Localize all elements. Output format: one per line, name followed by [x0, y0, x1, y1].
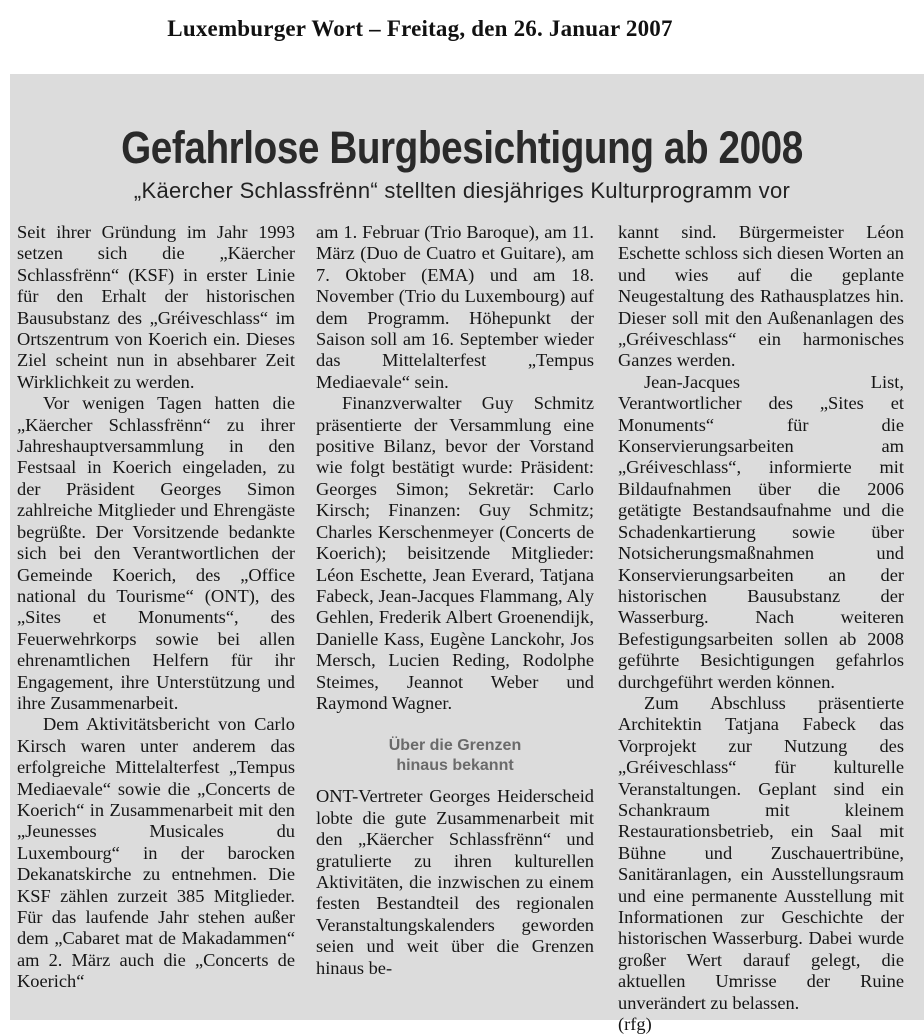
article-column-2 — [316, 222, 594, 979]
paragraph: Vor wenigen Tagen hatten die „Käercher Schlassfrënn“ zu ihrer Jahreshauptversammlung in den Festsaal in Koerich eingeladen, zu der Präsident Georges Simon zahlreiche Mitglieder und Ehrengäste begrüßte. Der Vorsitzende bedankte sich bei den Verantwortlichen der Gemeinde Koerich, des „Office national du Tourisme“ (ONT), des „Sites et Monuments“, des Feuerwehrkorps sowie bei allen ehrenamtlichen Helfern für ihr Engagement, ihre Unterstützung und ihre Zusammenarbeit. — [17, 393, 295, 713]
source-line: Luxemburger Wort – Freitag, den 26. Januar 2007 — [167, 16, 673, 41]
section-subtitle — [316, 736, 594, 776]
paragraph: Zum Abschluss präsentierte Architektin Tatjana Fabeck das Vorprojekt zur Nutzung des „Gréiveschlass“ für kulturelle Veranstaltungen. Geplant sind ein Schankraum mit kleinem Restaurationsbetrieb, ein Saal mit Bühne und Zuschauertribüne, Sanitäranlagen, ein Ausstellungsraum und eine permanente Ausstellung mit Informationen zur Geschichte der historischen Wasserburg. Dabei wurde großer Wert darauf gelegt, die aktuellen Umrisse der Ruine unverändert zu belassen. — [618, 692, 904, 1013]
paragraph: am 1. Februar (Trio Baroque), am 11. März (Duo de Cuatro et Guitare), am 7. Oktober (EMA) und am 18. November (Trio du Luxembourg) auf dem Programm. Höhepunkt der Saison soll am 16. September wieder das Mittelalterfest „Tempus Mediaevale“ sein. — [316, 222, 594, 392]
subheadline: „Käercher Schlassfrënn“ stellten diesjähriges Kulturprogramm vor — [133, 178, 791, 203]
paragraph: Seit ihrer Gründung im Jahr 1993 setzen sich die „Käercher Schlassfrënn“ (KSF) in erster Linie für den Erhalt der historischen Bausubstanz des „Gréiveschlass“ im Ortszentrum von Koerich ein. Dieses Ziel scheint nun in absehbarer Zeit Wirklichkeit zu werden. — [17, 222, 295, 392]
paragraph: ONT-Vertreter Georges Heiderscheid lobte die gute Zusammenarbeit mit den „Käercher Schlassfrënn“ und gratulierte zu ihren kulturellen Aktivitäten, die inzwischen zu einem festen Bestandteil des regionalen Veranstaltungskalenders geworden seien und weit über die Grenzen hinaus be- — [316, 786, 594, 978]
subtitle-line: hinaus bekannt — [396, 757, 514, 775]
newspaper-clipping — [10, 74, 924, 1035]
paragraph: Dem Aktivitätsbericht von Carlo Kirsch waren unter anderem das erfolgreiche Mittelalterfest „Tempus Mediaevale“ sowie die „Concerts de Koerich“ in Zusammenarbeit mit den „Jeunesses Musicales du Luxembourg“ in der barocken Dekanatskirche zu entnehmen. Die KSF zählen zurzeit 385 Mitglieder. Für das laufende Jahr stehen außer dem „Cabaret mat de Makadammen“ am 2. März auch die „Concerts de Koerich“ — [17, 714, 295, 992]
article-column-3 — [618, 222, 904, 1035]
headline: Gefahrlose Burgbesichtigung ab 2008 — [121, 122, 803, 173]
author-signoff: (rfg) — [618, 1014, 652, 1035]
paragraph: kannt sind. Bürgermeister Léon Eschette schloss sich diesen Worten an und wies auf die geplante Neugestaltung des Rathausplatzes hin. Dieser soll mit den Außenanlagen des „Gréiveschlass“ ein harmonisches Ganzes werden. — [618, 222, 904, 371]
paragraph: Jean-Jacques List, Verantwortlicher des „Sites et Monuments“ für die Konservierungsarbeiten am „Gréiveschlass“, informierte mit Bildaufnahmen über die 2006 getätigte Bestandsaufnahme und die Schadenkartierung sowie über Notsicherungsmaßnahmen und Konservierungsarbeiten an der historischen Bausubstanz der Wasserburg. Nach weiteren Befestigungsarbeiten sollen ab 2008 geführte Besichtigungen gefahrlos durchgeführt werden können. — [618, 371, 904, 692]
subtitle-line: Über die Grenzen — [388, 737, 522, 755]
paragraph: Finanzverwalter Guy Schmitz präsentierte der Versammlung eine positive Bilanz, bevor der Vorstand wie folgt bestätigt wurde: Präsident: Georges Simon; Sekretär: Carlo Kirsch; Finanzen: Guy Schmitz; Charles Kerschenmeyer (Concerts de Koerich); beisitzende Mitglieder: Léon Eschette, Jean Everard, Tatjana Fabeck, Jean-Jacques Flammang, Aly Gehlen, Frederik Albert Groenendijk, Danielle Kass, Eugène Lanckohr, Jos Mersch, Lucien Reding, Rodolphe Steimes, Jeannot Weber und Raymond Wagner. — [316, 393, 594, 713]
article-column-1 — [17, 222, 295, 993]
